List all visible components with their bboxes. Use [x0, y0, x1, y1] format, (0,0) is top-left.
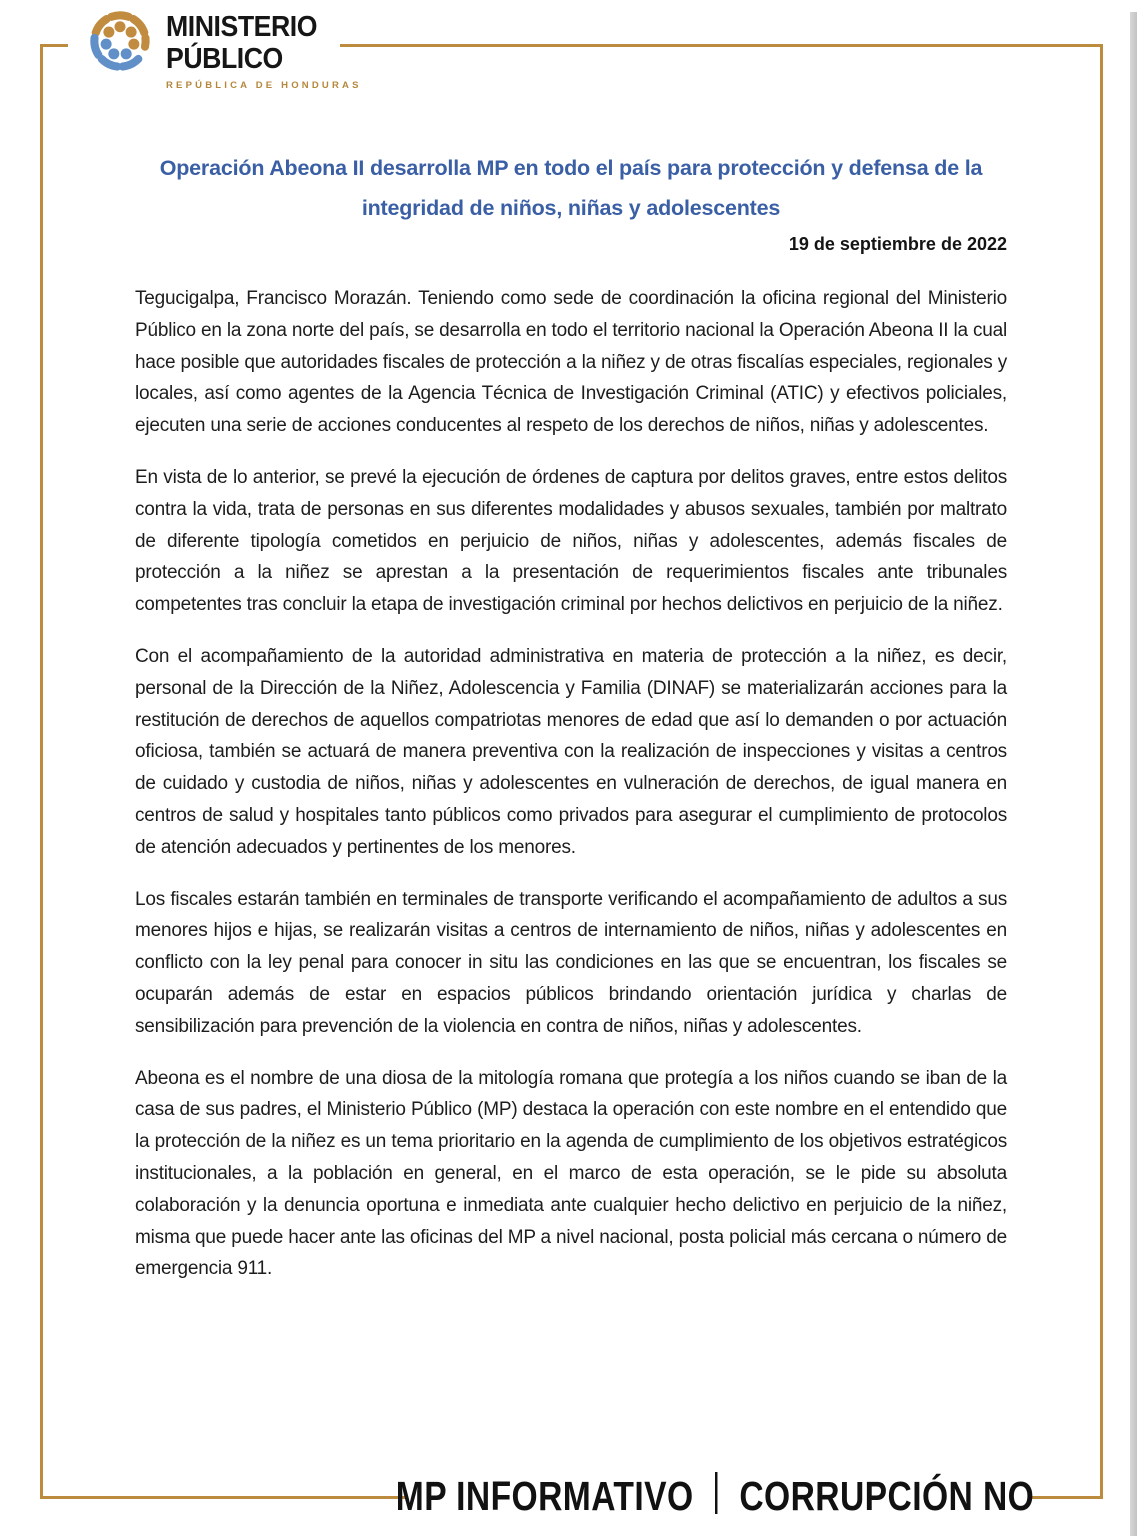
paragraph: Con el acompañamiento de la autoridad administrativa en materia de protección a la niñez, es decir, personal de la Dirección de la Niñez, Adolescencia y Familia (DINAF) se materializarán acciones para la restitución de derechos de aquellos compatriotas menores de edad que así lo demanden o por actuación oficiosa, también se actuará de manera preventiva con la realización de inspecciones y visitas a centros de cuidado y custodia de niños, niñas y adolescentes en vulneración de derechos, de igual manera en centros de salud y hospitales tanto públicos como privados para asegurar el cumplimiento de protocolos de atención adecuados y pertinentes de los menores.: [135, 645, 1007, 858]
page-edge-shadow: [1130, 12, 1137, 1536]
paragraph: En vista de lo anterior, se prevé la ejecución de órdenes de captura por delitos graves, entre estos delitos contra la vida, trata de personas en sus diferentes modalidades y abusos sexuales, también por maltrato de diferente tipología cometidos en perjuicio de niños, niñas y adolescentes, además fiscales de protección a la niñez se aprestan a la presentación de requerimientos fiscales ante tribunales competentes tras concluir la etapa de investigación criminal por hechos delictivos en perjuicio de la niñez.: [135, 466, 1007, 616]
logo-title-line2: PÚBLICO: [166, 43, 283, 75]
article-date: 19 de septiembre de 2022: [788, 234, 1007, 254]
logo-subtitle: REPÚBLICA DE HONDURAS: [166, 80, 362, 91]
footer-separator-bar: [715, 1472, 717, 1514]
paragraph: Los fiscales estarán también en terminales de transporte verificando el acompañamiento de adultos a sus menores hijos e hijas, se realizarán visitas a centros de internamiento de niños, niñas y adolescentes en conflicto con la ley penal para conocer in situ las condiciones en las que se encuentran, los fiscales se ocuparán además de estar en espacios públicos brindando orientación jurídica y charlas de sensibilización para prevención de la violencia en contra de niños, niñas y adolescentes.: [135, 888, 1007, 1037]
logo-title-line1: MINISTERIO: [166, 11, 318, 43]
frame-top-right-segment: [340, 44, 1103, 47]
ministerio-publico-emblem-icon: [82, 1, 158, 81]
frame-right-line: [1100, 44, 1103, 1499]
paragraph: Abeona es el nombre de una diosa de la mitología romana que protegía a los niños cuando se iban de la casa de sus padres, el Ministerio Público (MP) destaca la operación con este nombre en el entendido que la protección de la niñez es un tema prioritario en la agenda de cumplimiento de los objetivos estratégicos institucionales, a la población en general, en el marco de esta operación, se le pide su absoluta colaboración y la denuncia oportuna e inmediata ante cualquier hecho delictivo en perjuicio de la niñez, misma que puede hacer ante las oficinas del MP a nivel nacional, posta policial más cercana o número de emergencia 911.: [135, 1067, 1007, 1280]
footer-right-label: CORRUPCIÓN NO: [739, 1472, 1035, 1519]
article-body: [135, 283, 1007, 1305]
frame-top-left-segment: [40, 44, 68, 47]
footer-left-label: MP INFORMATIVO: [395, 1472, 694, 1519]
frame-bottom-left-segment: [40, 1496, 408, 1499]
article-headline: Operación Abeona II desarrolla MP en todo el país para protección y defensa de la integridad de niños, niñas y adolescentes: [159, 156, 983, 220]
frame-left-line: [40, 44, 43, 1499]
paragraph: Tegucigalpa, Francisco Morazán. Teniendo como sede de coordinación la oficina regional del Ministerio Público en la zona norte del país, se desarrolla en todo el territorio nacional la Operación Abeona II la cual hace posible que autoridades fiscales de protección a la niñez y de otras fiscalías especiales, regionales y locales, así como agentes de la Agencia Técnica de Investigación Criminal (ATIC) y efectivos policiales, ejecuten una serie de acciones conducentes al respeto de los derechos de niños, niñas y adolescentes.: [135, 288, 1007, 437]
logo-wordmark: [166, 13, 362, 91]
footer-banner: [371, 1472, 1060, 1520]
